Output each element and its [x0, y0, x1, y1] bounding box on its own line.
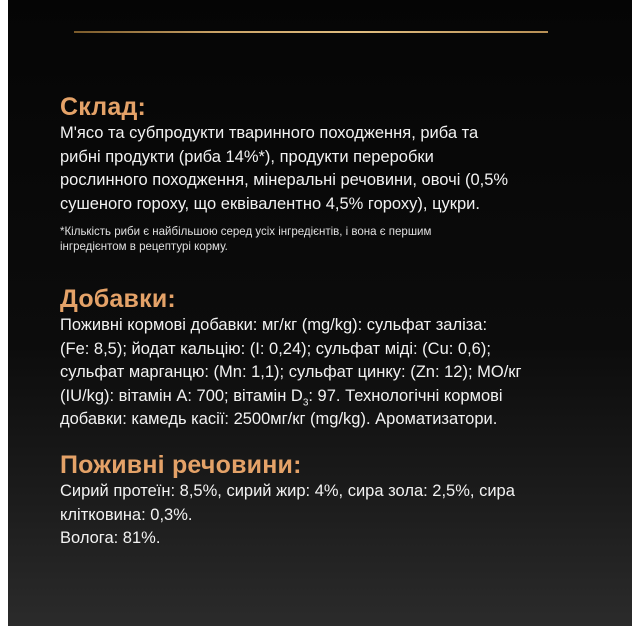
footnote-line: інгредієнтом в рецептурі корму.	[60, 241, 228, 253]
composition-line: рослинного походження, мінеральні речовини, овочі (0,5%	[60, 171, 509, 189]
composition-line: сушеного гороху, що еквівалентно 4,5% гороху), цукри.	[60, 194, 480, 213]
composition-heading: Склад:	[60, 93, 147, 121]
vitamin-subscript: 3	[302, 396, 309, 408]
additives-text	[60, 314, 600, 432]
composition-text	[60, 122, 600, 216]
additives-line	[60, 385, 600, 409]
additives-line: добавки: камедь касії: 2500мг/кг (mg/kg). Ароматизатори.	[60, 410, 498, 428]
decorative-divider	[74, 31, 548, 33]
nutrients-section	[60, 450, 600, 551]
nutrients-text	[60, 480, 600, 551]
composition-section	[60, 92, 600, 255]
ingredients-panel	[8, 0, 632, 626]
vitamin-text: (IU/kg): вітамін А: 700; вітамін D	[60, 386, 303, 405]
nutrients-line: Волога: 81%.	[60, 529, 161, 547]
footnote-line: *Кількість риби є найбільшою серед усіх інгредієнтів, і вона є першим	[60, 226, 432, 238]
additives-line: Поживні кормові добавки: мг/кг (mg/kg): сульфат заліза:	[60, 316, 488, 334]
fish-footnote	[60, 225, 600, 255]
additives-line: (Fe: 8,5); йодат кальцію: (I: 0,24); сульфат міді: (Cu: 0,6);	[60, 339, 491, 358]
nutrients-heading: Поживні речовини:	[60, 451, 302, 479]
nutrients-line: Сирий протеїн: 8,5%, сирий жир: 4%, сира зола: 2,5%, сира	[60, 482, 515, 500]
composition-line: М'ясо та субпродукти тваринного походження, риба та	[60, 124, 479, 142]
additives-heading: Добавки:	[60, 285, 176, 313]
additives-section	[60, 284, 600, 432]
additives-line: сульфат марганцю: (Mn: 1,1); сульфат цинку: (Zn: 12); МО/кг	[60, 363, 522, 381]
vitamin-text-rest: : 97. Технологічні кормові	[308, 386, 503, 405]
composition-line: рибні продукти (риба 14%*), продукти переробки	[60, 147, 434, 166]
nutrients-line: клітковина: 0,3%.	[60, 505, 193, 524]
